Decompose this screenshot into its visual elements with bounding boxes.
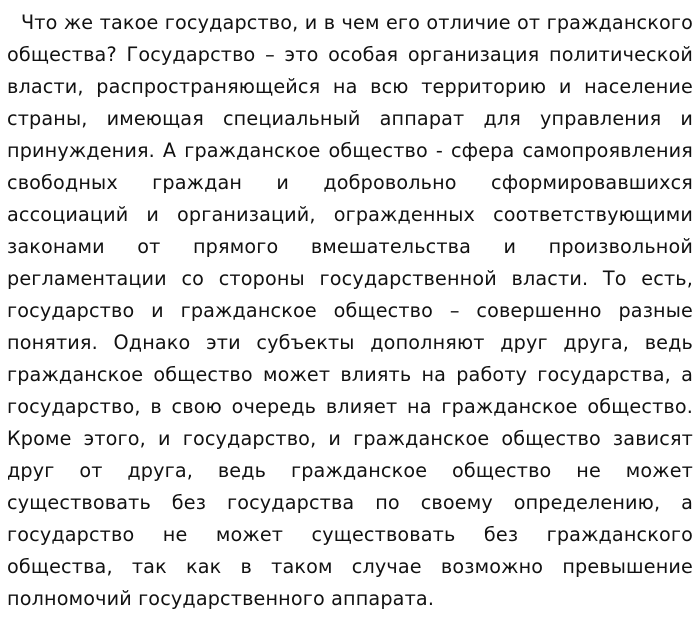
- body-paragraph: Что же такое государство, и в чем его отличие от гражданского общества? Государство – это особая организация политической власти, распространяющейся на всю территорию и население страны, имеющая специальный аппарат для управления и принуждения. А гражданское общество - сфера самопроявления свободных граждан и добровольно сформировавшихся ассоциаций и организаций, огражденных соответствующими законами от прямого вмешательства и произвольной регламентации со стороны государственной власти. То есть, государство и гражданское общество – совершенно разные понятия. Однако эти субъекты дополняют друг друга, ведь гражданское общество может влиять на работу государства, а государство, в свою очередь влияет на гражданское общество. Кроме этого, и государство, и гражданское общество зависят друг от друга, ведь гражданское общество не может существовать без государства по своему определению, а государство не может существовать без гражданского общества, так как в таком случае возможно превышение полномочий государственного аппарата.: [7, 11, 693, 610]
